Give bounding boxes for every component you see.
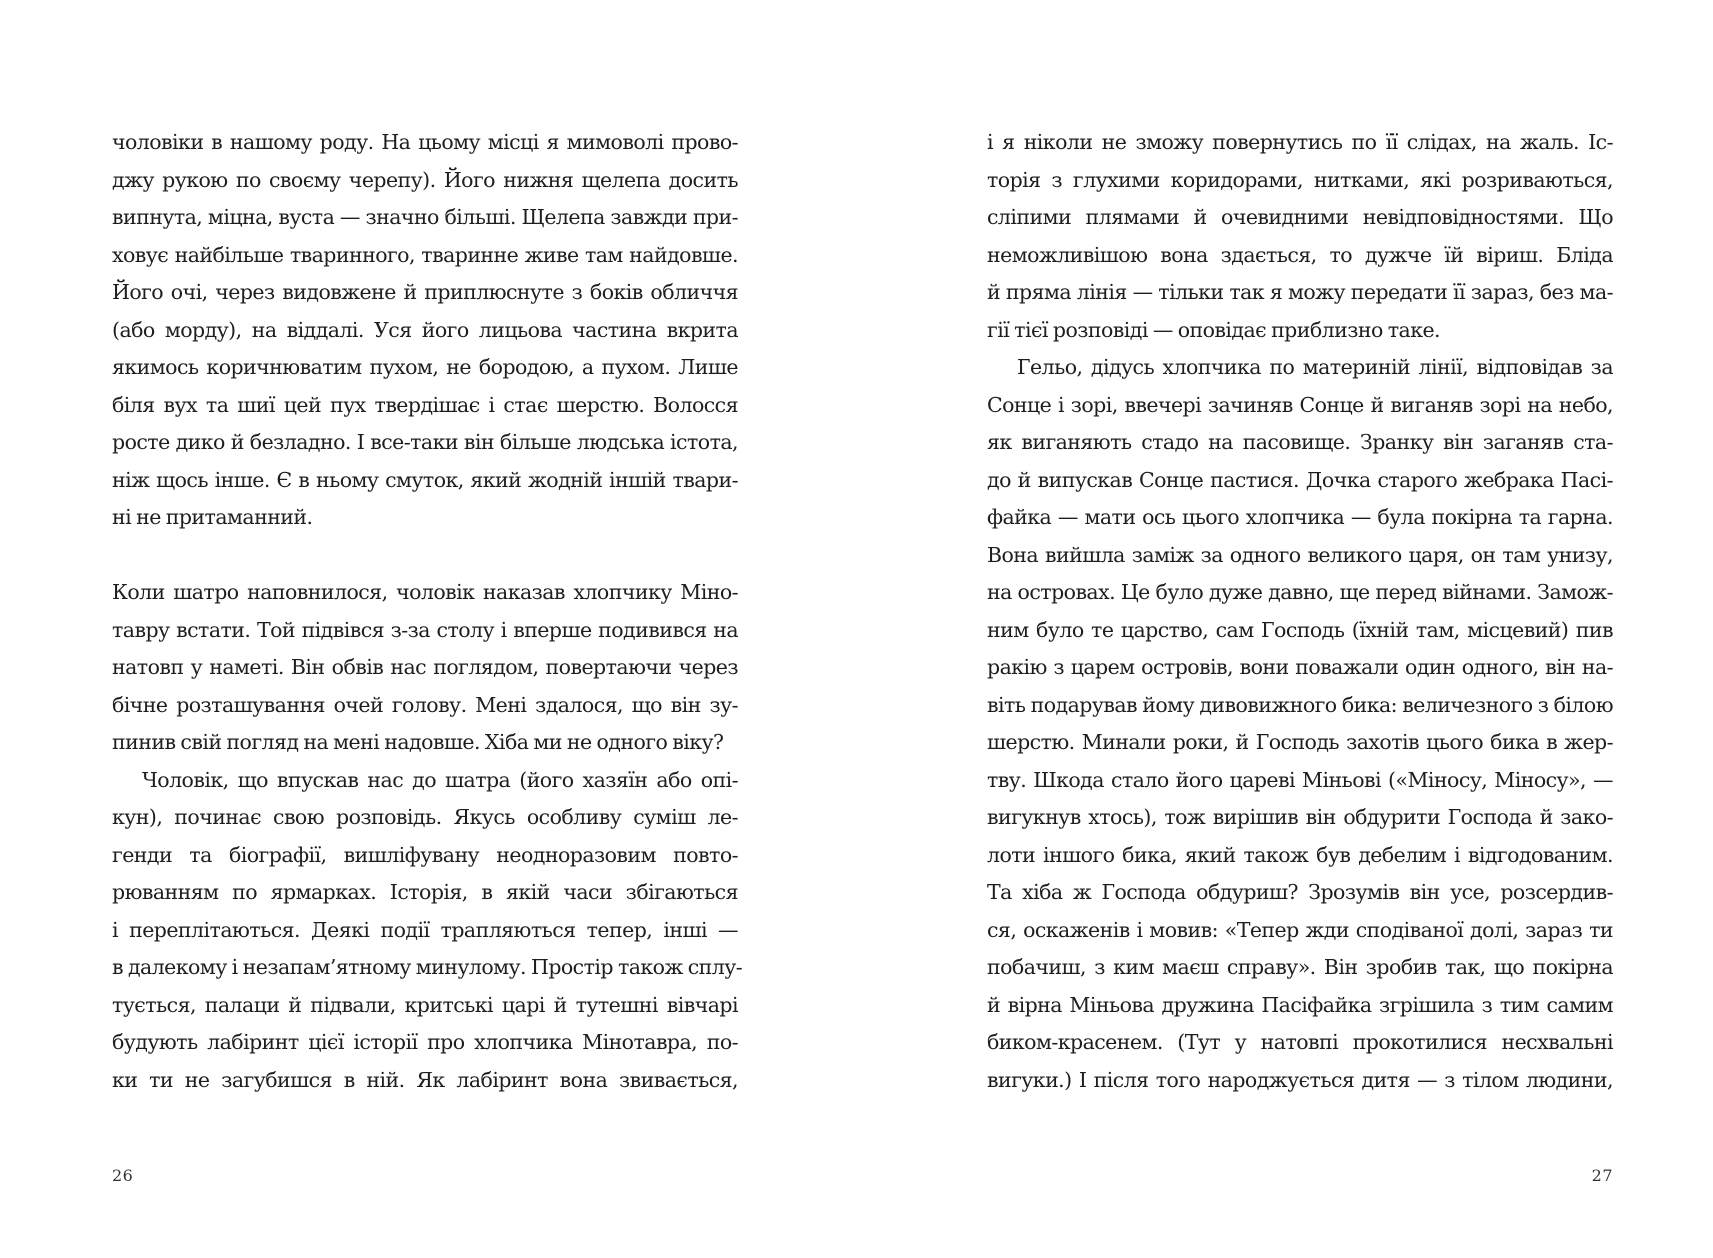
text-line: на островах. Це було дуже давно, ще перед війнами. Замож- (987, 580, 1613, 604)
text-line: (або морду), на віддалі. Уся його лицьова частина вкрита (112, 317, 738, 342)
text-line: файка — мати ось цього хлопчика — була покірна та гарна. (987, 505, 1613, 529)
text-line: й пряма лінія — тільки так я можу передати її зараз, без ма- (987, 280, 1613, 304)
text-line: вигуки.) І після того народжується дитя — з тілом людини, (987, 1067, 1613, 1092)
text-line: лоти іншого бика, який також був дебелим і відгодованим. (987, 842, 1613, 867)
text-line: бічне розташування очей голову. Мені здалося, що він зу- (112, 692, 738, 717)
paragraph (987, 349, 1613, 1099)
text-line: Коли шатро наповнилося, чоловік наказав хлопчику Міно- (112, 580, 738, 604)
left-page-text (112, 124, 743, 1099)
left-page (0, 0, 856, 1258)
text-line: росте дико й безладно. І все-таки він більше людська істота, (112, 430, 738, 454)
text-line: ним було те царство, сам Господь (їхній там, місцевий) пив (987, 617, 1613, 642)
text-line: кун), починає свою розповідь. Якусь особливу суміш ле- (112, 805, 738, 829)
paragraph (112, 574, 738, 762)
text-line: ніж щось інше. Є в ньому смуток, який жодній іншій твари- (112, 467, 738, 492)
text-line: гії тієї розповіді — оповідає приблизно таке. (987, 317, 1441, 342)
text-line: біля вух та шиї цей пух твердішає і стає шерстю. Волосся (112, 392, 738, 417)
text-line: чоловіки в нашому роду. На цьому місці я мимоволі прово- (112, 130, 738, 154)
section-break (112, 537, 738, 575)
text-line: й вірна Міньова дружина Пасіфайка згрішила з тим самим (987, 992, 1613, 1017)
text-line: биком-красенем. (Тут у натовпі прокотилися несхвальні (987, 1030, 1613, 1054)
text-line: ховує найбільше тваринного, тваринне живе там найдовше. (112, 242, 738, 267)
text-line: в далекому і незапам’ятному минулому. Простір також сплу- (112, 955, 743, 979)
right-page (856, 0, 1713, 1258)
text-line: ся, оскаженів і мовив: «Тепер жди сподіваної долі, зараз ти (987, 917, 1613, 942)
text-line: випнута, міцна, вуста — значно більші. Щелепа завжди при- (112, 205, 738, 229)
paragraph (112, 762, 743, 1100)
text-line: рюванням по ярмарках. Історія, в якій часи збігаються (112, 880, 738, 904)
text-line: тву. Шкода стало його цареві Міньові («Міносу, Міносу», — (987, 767, 1613, 792)
text-line: тується, палаци й підвали, критські царі й тутешні вівчарі (112, 992, 738, 1017)
text-line: Вона вийшла заміж за одного великого царя, он там унизу, (987, 542, 1613, 567)
text-line: генди та біографії, вишліфувану неодноразовим повто- (112, 842, 738, 867)
text-line: Сонце і зорі, ввечері зачиняв Сонце й виганяв зорі на небо, (987, 392, 1613, 417)
text-line: Його очі, через видовжене й приплюснуте з боків обличчя (112, 280, 738, 304)
text-line: пинив свій погляд на мені надовше. Хіба ми не одного віку? (112, 730, 724, 754)
text-line: якимось коричнюватим пухом, не бородою, а пухом. Лише (112, 355, 738, 379)
text-line: будують лабіринт цієї історії про хлопчика Мінотавра, по- (112, 1030, 738, 1054)
text-line: джу рукою по своєму черепу). Його нижня щелепа досить (112, 167, 738, 192)
text-line: до й випускав Сонце пастися. Дочка старого жебрака Пасі- (987, 467, 1613, 492)
text-line: Чоловік, що впускав нас до шатра (його хазяїн або опі- (142, 767, 738, 792)
text-line: вигукнув хтось), тож вирішив він обдурити Господа й зако- (987, 805, 1613, 829)
text-line: віть подарував йому дивовижного бика: величезного з білою (987, 692, 1613, 717)
text-line: ракію з царем островів, вони поважали один одного, він на- (987, 655, 1613, 679)
text-line: як виганяють стадо на пасовище. Зранку він заганяв ста- (987, 430, 1613, 454)
text-line: ки ти не загубишся в ній. Як лабіринт вона звивається, (112, 1067, 738, 1092)
text-line: і переплітаються. Деякі події трапляються тепер, інші — (112, 917, 738, 942)
text-line: Гельо, дідусь хлопчика по материній лінії, відповідав за (1017, 355, 1613, 379)
text-line: Та хіба ж Господа обдуриш? Зрозумів він усе, розсердив- (987, 880, 1613, 904)
page-number: 27 (1591, 1166, 1613, 1185)
text-line: неможливішою вона здається, то дужче їй віриш. Бліда (987, 242, 1613, 267)
text-line: шерстю. Минали роки, й Господь захотів цього бика в жер- (987, 730, 1613, 754)
text-line: ні не притаманний. (112, 505, 313, 529)
text-line: і я ніколи не зможу повернутись по її слідах, на жаль. Іс- (987, 130, 1613, 154)
text-line: побачиш, з ким маєш справу». Він зробив так, що покірна (987, 955, 1613, 979)
right-page-text (987, 124, 1613, 1099)
text-line: тавру встати. Той підвівся з-за столу і вперше подивився на (112, 617, 738, 642)
text-line: сліпими плямами й очевидними невідповідностями. Що (987, 205, 1613, 229)
paragraph (112, 124, 738, 537)
text-line: торія з глухими коридорами, нитками, які розриваються, (987, 167, 1613, 192)
paragraph (987, 124, 1613, 349)
text-line: натовп у наметі. Він обвів нас поглядом, повертаючи через (112, 655, 738, 679)
page-number: 26 (112, 1166, 134, 1185)
